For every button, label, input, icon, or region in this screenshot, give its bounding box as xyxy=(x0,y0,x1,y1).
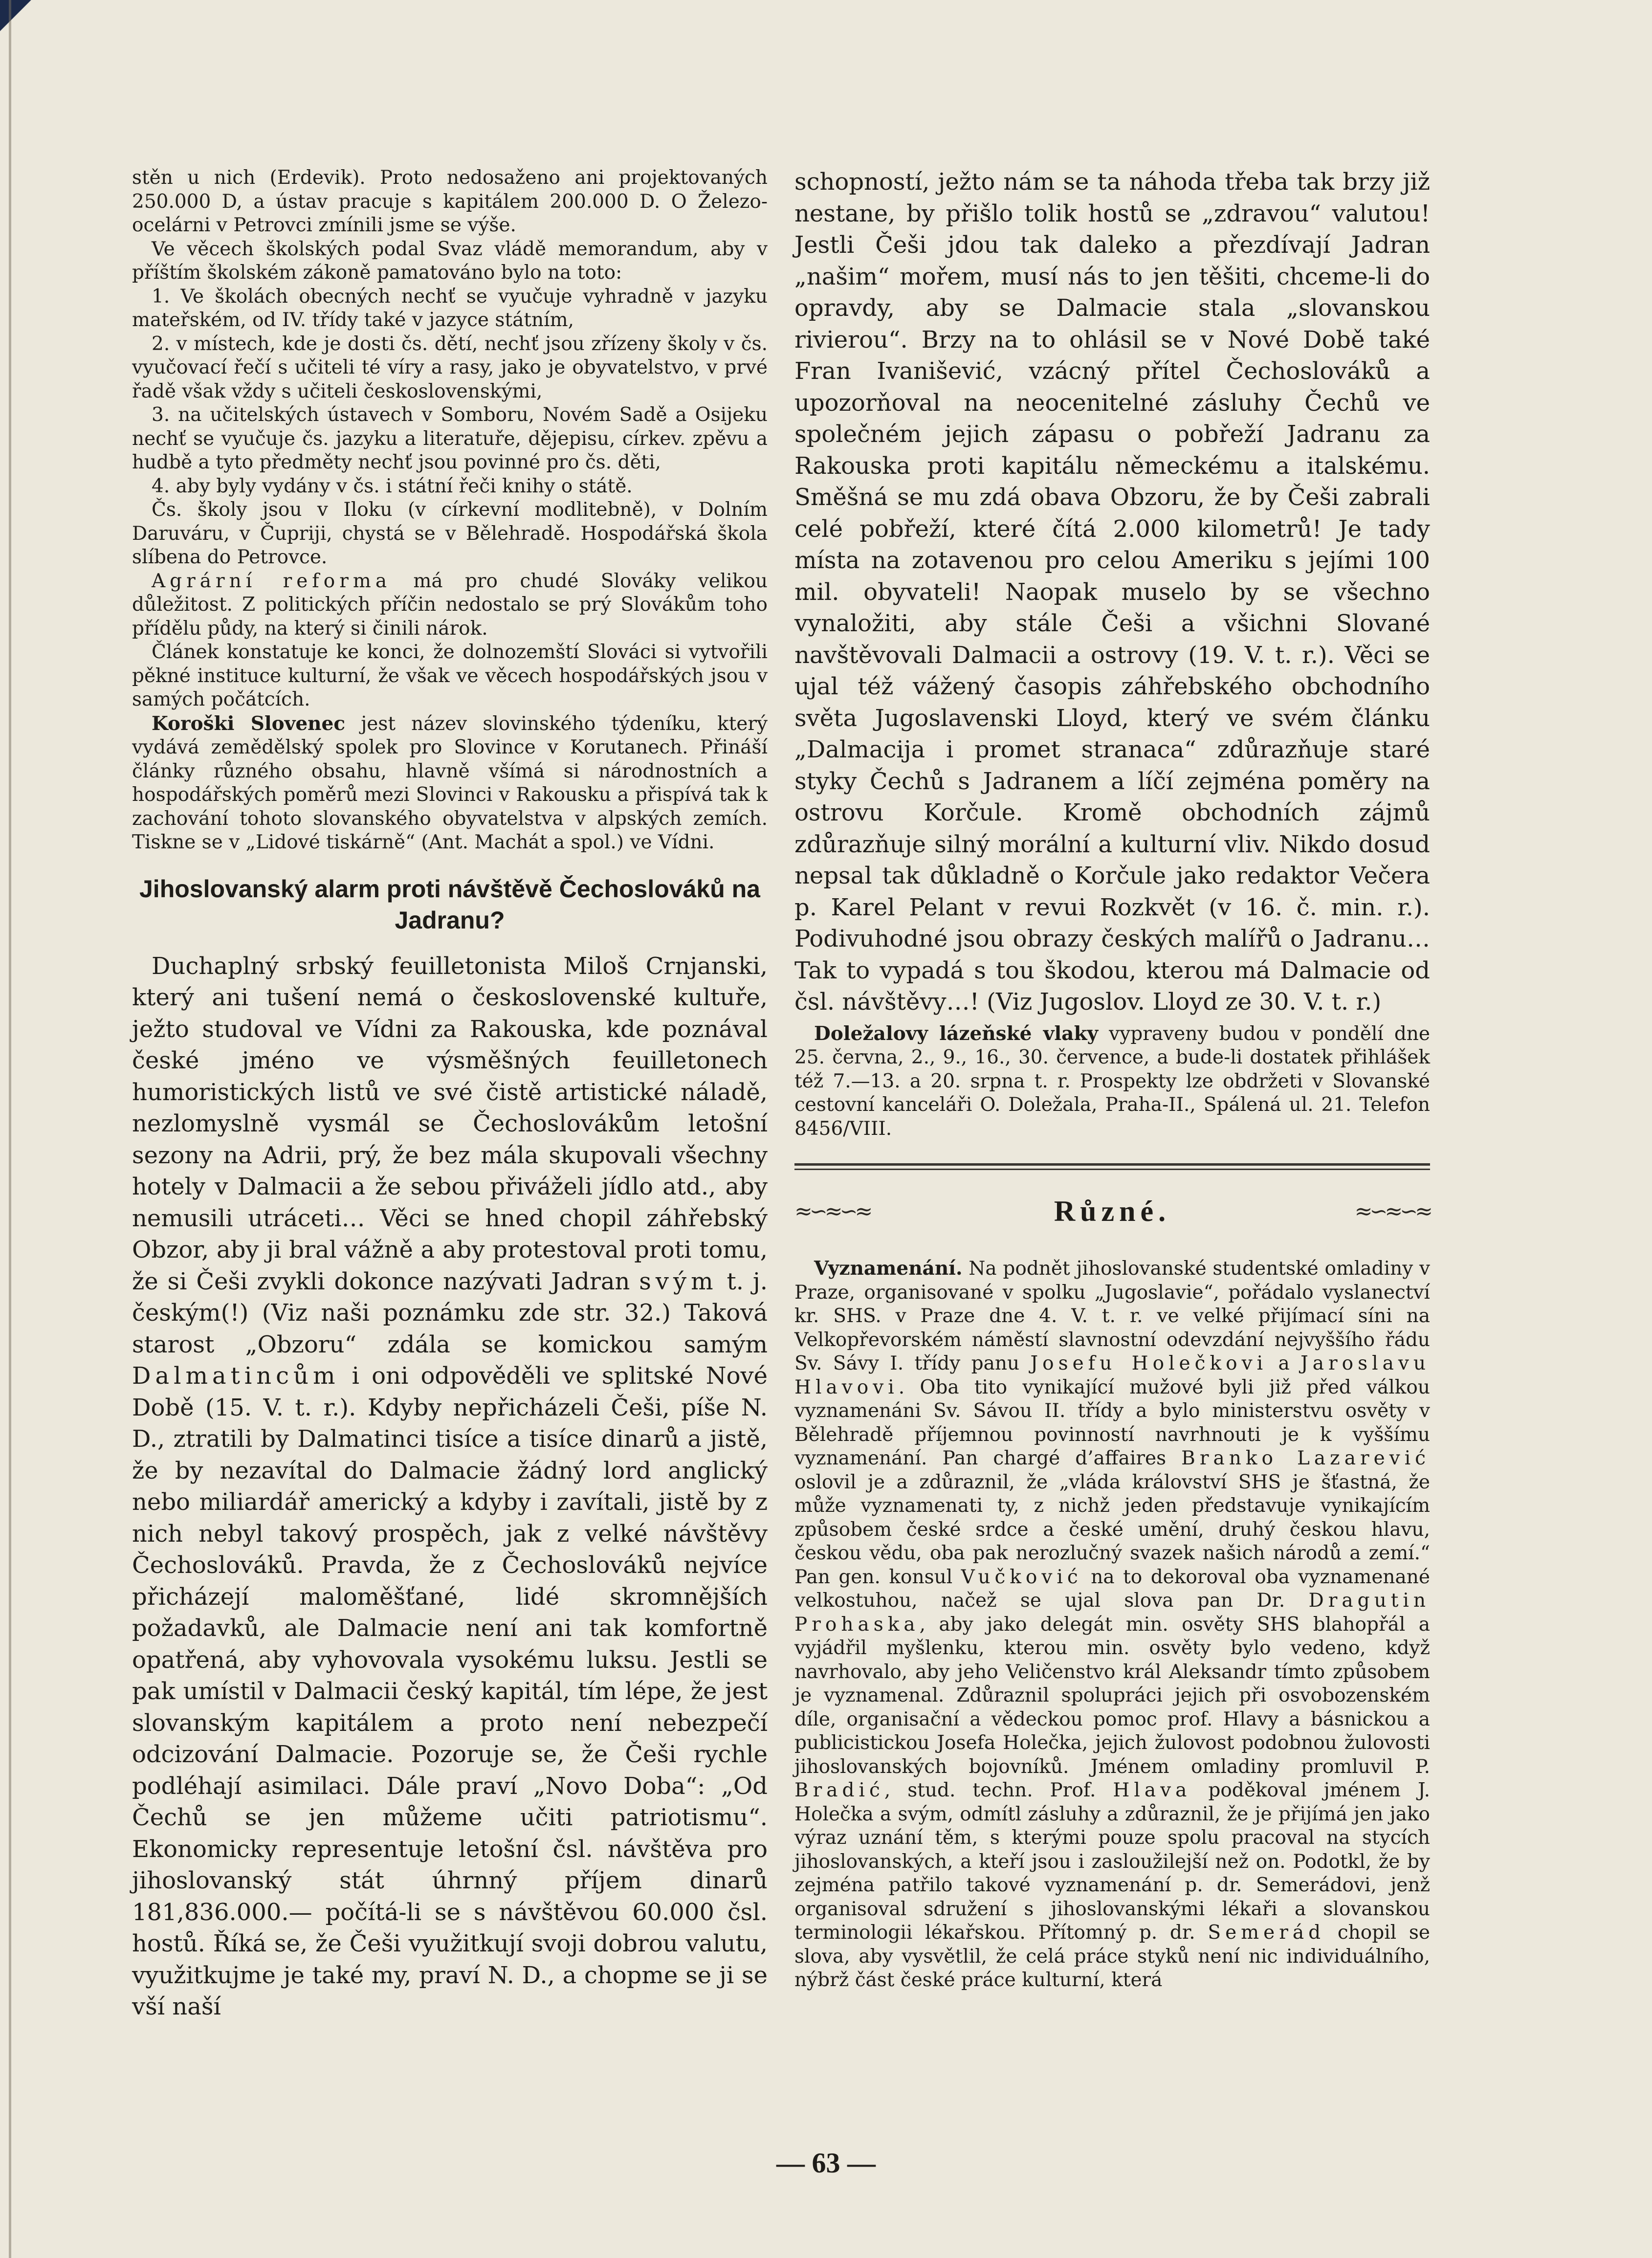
corner-mark xyxy=(0,0,34,34)
dolezal-text: vypraveny budou v pondělí dne 25. června, 2., 9., 16., 30. července, a bude-li dostatek přihlášek též 7.—13. a 20. srpna t. r. Prospekty lze obdržeti v Slovanské cestovní kanceláři O. Doležala, Praha-II., Spálená ul. 21. Telefon 8456/VIII. xyxy=(794,1022,1430,1140)
vyz-text: a xyxy=(1267,1352,1301,1374)
vyz-name: Dragutin Prohaska xyxy=(794,1590,1430,1636)
vyz-text: , stud. techn. Prof. xyxy=(884,1779,1113,1801)
vyz-text: Na podnět jihoslovanské studentské omladiny v Praze, organisované v spolku „Jugoslavie“, pořádalo vyslanectví kr. SHS. v Praze dne 4. V. t. r. ve velké přijímací síni na Velkopřevorském náměstí slavnostní odevzdání nejvyššího řádu Sv. Sávy I. třídy panu xyxy=(794,1258,1430,1374)
vyz-text: poděkoval jménem J. Holečka a svým, odmítl zásluhy a zdůraznil, že je přijímá jen jako výraz uznání těm, s kterými pouze spolu pracoval na stycích jihoslovanských, a kteří jsou i zasloužilejší než on. Podotkl, že by zejména patřilo takové vyznamenání p. dr. Semerádovi, jenž organisoval sdružení s jihoslovanskými lékaři a slovanskou terminologii lékařskou. Přítomný p. dr. xyxy=(794,1779,1430,1944)
vyz-name: Hlava xyxy=(1113,1779,1191,1801)
dolezal-lead: Doležalovy lázeňské vlaky xyxy=(814,1022,1099,1045)
koroski-lead: Koroški Slovenec xyxy=(152,712,346,735)
right-column xyxy=(794,166,1430,1992)
alarm-text-b: t. j. českým(!) (Viz naši poznámku zde str. 32.) Taková starost „Obzoru“ zdála se komickou samým xyxy=(132,1267,768,1358)
vyz-text: oslovil je a zdůraznil, že „vláda království SHS je šťastná, že může vyznamenati ty, z nichž jeden představuje vynikajícím způsobem české srdce a české umění, druhý českou hlavu, českou vědu, oba pak nerozlučný svazek našich národů a zemí.“ Pan gen. konsul xyxy=(794,1471,1430,1588)
intro-paragraph: stěn u nich (Erdevik). Proto nedosaženo ani projektovaných 250.000 D, a ústav pracuje s kapitálem 200.000 D. O Železo-ocelárni v Petrovci zmínili jsme se výše. xyxy=(132,167,768,236)
page-edge xyxy=(9,0,11,2258)
section-rule xyxy=(794,1163,1430,1166)
demands-list xyxy=(132,285,768,499)
list-item: 1. Ve školách obecných nechť se vyučuje vyhradně v jazyku mateřském, od IV. třídy také v jazyce státním, xyxy=(132,285,768,331)
dolezal-paragraph xyxy=(794,1022,1430,1141)
vyz-name: Semerád xyxy=(1208,1922,1325,1944)
schools-paragraph: Čs. školy jsou v Iloku (v církevní modlitebně), v Dolním Daruváru, v Čupriji, chystá se v Bělehradě. Hospodářská škola slíbena do Petrovce. xyxy=(132,499,768,568)
alarm-text-c: i oni odpověděli ve splitské Nové Době (15. V. t. r.). Kdyby nepřicházeli Češi, píše N. D., ztratili by Dalmatinci tisíce a tisíce dinarů a jistě, že by nezavítal do Dalmacie žádný lord anglický nebo miliardář americký a kdyby i zavítali, jistě by z nich nebyl takový prospěch, jak z velké návštěvy Čechoslováků. Pravda, že z Čechoslováků nejvíce přicházejí maloměšťané, lidé skromnějších požadavků, ale Dalmacie není ani tak komfortně opatřená, aby vyhovovala vysokému luksu. Jestli se pak umístil v Dalmacii český kapitál, tím lépe, že jest slovanským kapitálem a proto není nebezpečí odcizování Dalmacie. Pozoruje se, že Češi rychle podléhají asimilaci. Dále praví „Novo Doba“: „Od Čechů se jen můžeme učiti patriotismu“. Ekonomicky representuje letošní čsl. návštěva pro jihoslovanský stát úhrnný příjem dinarů 181,836.000.— počítá-li se s návštěvou 60.000 čsl. hostů. Říká se, že Češi využitkují svoji dobrou valutu, využitkujme je také my, praví N. D., a chopme se ji se vší naší xyxy=(132,1362,768,2020)
ornament-left: ≈∽≈∽≈ xyxy=(794,1199,870,1224)
vyznamenani-paragraph xyxy=(794,1257,1430,1992)
conclusion-paragraph: Článek konstatuje ke konci, že dolnozemští Slováci si vytvořili pěkné instituce kulturní, že však ve věcech hospodářských jsou v samých počátcích. xyxy=(132,641,768,710)
list-item: 3. na učitelských ústavech v Somboru, Novém Sadě a Osijeku nechť se vyučuje čs. jazyku a literatuře, dějepisu, církev. zpěvu a hudbě a tyto předměty nechť jsou povinné pro čs. děti, xyxy=(132,404,768,473)
left-column xyxy=(132,166,768,2023)
ornament-right: ≈∽≈∽≈ xyxy=(1354,1199,1430,1224)
alarm-spaced-svym: svým xyxy=(639,1267,718,1295)
vyz-name: Bradić xyxy=(794,1779,884,1801)
vyz-name: Branko Lazarević xyxy=(1181,1447,1431,1469)
koroski-paragraph xyxy=(132,712,768,855)
vyz-text: , aby jako delegát min. osvěty SHS blahopřál a vyjádřil myšlenku, kterou min. osvěty bylo vedeno, když navrhovalo, aby jeho Veličenstvo král Aleksandr tímto způsobem je vyznamenal. Zdůraznil spolupráci jejich při osvobozenském díle, organisační a vědeckou pomoc prof. Hlavy a básnickou a publicistickou Josefa Holečka, jejich žulovost podobnou žulovosti jihoslovanských bojovníků. Jménem omladiny promluvil P. xyxy=(794,1613,1430,1778)
vyz-text: . Oba tito vynikající mužové byli již před válkou vyznamenáni Sv. Sávou II. třídy a bylo ministerstvu osvěty v Bělehradě příjemnou povinností navrhnouti je k vyššímu vyznamenání. Pan chargé d’affaires xyxy=(794,1376,1430,1469)
vyz-name: Vučković xyxy=(961,1566,1082,1588)
section-title: Různé. xyxy=(1054,1195,1171,1227)
section-rule-thin xyxy=(794,1169,1430,1170)
vyz-text: chopil se slova, aby vysvětlil, že celá práce styků není nic individuálního, nýbrž část české práce kulturní, která xyxy=(794,1922,1430,1991)
vyz-name: Jaroslavu Hlavovi xyxy=(794,1352,1430,1398)
page-number: — 63 — xyxy=(776,2147,876,2179)
koroski-text: jest název slovinského týdeníku, který vydává zemědělský spolek pro Slovince v Korutanech. Přináší články různého obsahu, hlavně všímá si národnostních a hospodářských poměrů mezi Slovinci v Rakousku a přispívá tak k zachování tohoto slovanského obyvatelstva v alpských zemích. Tiskne se v „Lidové tiskárně“ (Ant. Machát a spol.) ve Vídni. xyxy=(132,712,768,853)
memorandum-paragraph: Ve věcech školských podal Svaz vládě memorandum, aby v příštím školském zákoně pamatováno bylo na toto: xyxy=(132,238,768,284)
list-item: 4. aby byly vydány v čs. i státní řeči knihy o státě. xyxy=(152,475,633,497)
vyznamenani-lead: Vyznamenání. xyxy=(814,1257,963,1280)
section-header xyxy=(794,1195,1430,1228)
alarm-paragraph xyxy=(132,951,768,2023)
vyz-name: Josefu Holečkovi xyxy=(1030,1352,1268,1374)
agrarian-text: má pro chudé Slováky velikou důležitost. Z politických příčin nedostalo se prý Slovákům toho přídělu půdy, na který si činili nárok. xyxy=(132,570,768,640)
alarm-continuation: schopností, ježto nám se ta náhoda třeba tak brzy již nestane, by přišlo tolik hostů se „zdravou“ valutou! Jestli Češi jdou tak daleko a přezdívají Jadran „našim“ mořem, musí nás to jen těšiti, chceme-li do opravdy, aby se Dalmacie stala „slovanskou rivierou“. Brzy na to ohlásil se v Nové Době také Fran Ivanišević, vzácný přítel Čechoslováků a upozorňoval na neocenitelné zásluhy Čechů ve společném jejich zápasu o pobřeží Jadranu za Rakouska proti kapitálu německému a italskému. Směšná se mu zdá obava Obzoru, že by Češi zabrali celé pobřeží, které čítá 2.000 kilometrů! Je tady místa na zotavenou pro celou Ameriku s jejími 100 mil. obyvateli! Naopak muselo by se všechno vynaložiti, aby stále Češi a všichni Slované navštěvovali Dalmacii a ostrovy (19. V. t. r.). Věci se ujal též vážený časopis záhřebského obchodního světa Jugoslavenski Lloyd, který ve svém článku „Dalmacija i promet stranaca“ zdůrazňuje staré styky Čechů s Jadranem a líčí zejména poměry na ostrovu Korčule. Kromě obchodních zájmů zdůrazňuje silný morální a kulturní vliv. Nikdo dosud nepsal tak důkladně o Korčule jako redaktor Večera p. Karel Pelant v revui Rozkvět (v 16. č. min. r.). Podivuhodné jsou obrazy českých malířů o Jadranu… Tak to vypadá s tou škodou, kterou má Dalmacie od čsl. návštěvy…! (Viz Jugoslov. Lloyd ze 30. V. t. r.) xyxy=(794,168,1430,1016)
alarm-spaced-dalmatincum: Dalmatincům xyxy=(132,1362,340,1390)
list-item: 2. v místech, kde je dosti čs. dětí, nechť jsou zřízeny školy v čs. vyučovací řečí s učiteli té víry a rasy, jako je obyvatelstvo, v prvé řadě však vždy s učiteli československými, xyxy=(132,332,768,402)
agrarian-paragraph xyxy=(132,570,768,641)
alarm-text-a: Duchaplný srbský feuilletonista Miloš Crnjanski, který ani tušení nemá o československé kultuře, ježto studoval ve Vídni za Rakouska, kde poznával české jméno ve výsměšných feuilletonech humoristických listů ve své čistě artistické náladě, nezlomyslně vysmál se Čechoslovákům letošní sezony na Adrii, prý, že bez mála skupovali všechny hotely v Dalmacii a že sebou přiváželi jídlo atd., aby nemusili utráceti… Věci se hned chopil záhřebský Obzor, aby ji bral vážně a aby protestoval proti tomu, že si Češi zvykli dokonce nazývati Jadran xyxy=(132,952,768,1295)
vyz-text: na to dekoroval oba vyznamenané velkostuhou, načež se ujal slova pan Dr. xyxy=(794,1566,1430,1612)
agrarian-lead: Agrární reforma xyxy=(152,570,392,592)
alarm-heading: Jihoslovanský alarm proti návštěvě Čechoslováků na Jadranu? xyxy=(139,875,760,934)
